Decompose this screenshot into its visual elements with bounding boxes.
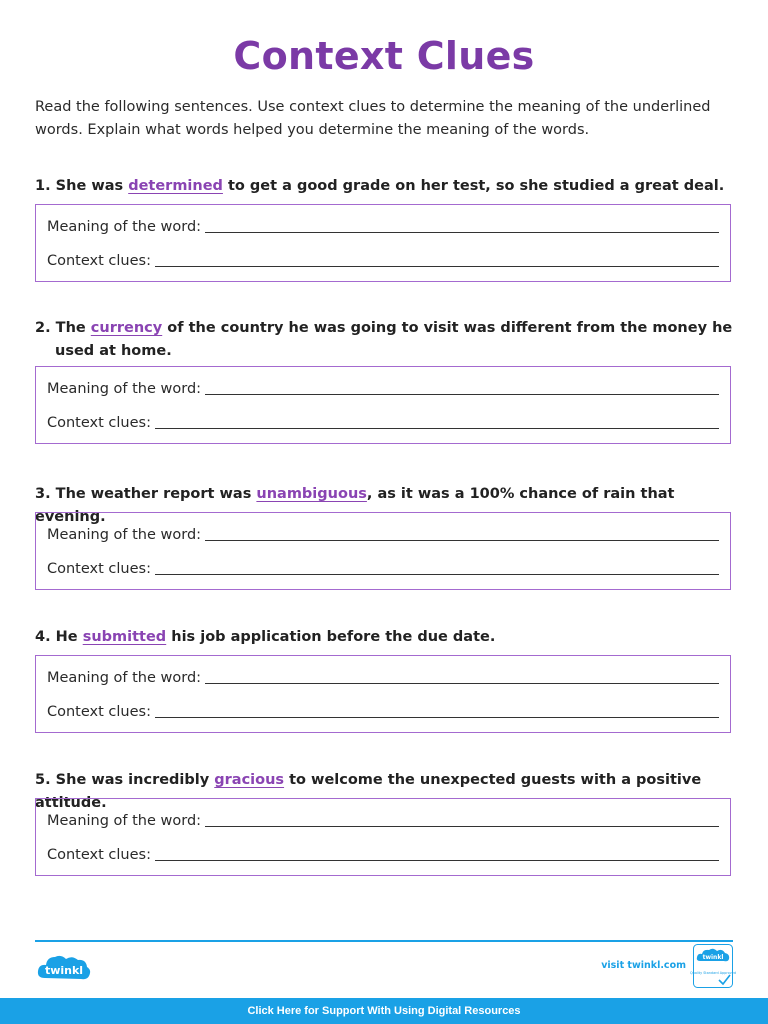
- clues-answer-line[interactable]: [155, 574, 719, 575]
- meaning-answer-line[interactable]: [205, 540, 719, 541]
- question-text-after: to welcome the unexpected guests with a positive attitude.: [35, 772, 702, 811]
- page-title: Context Clues: [233, 34, 535, 78]
- question-text-before: The: [55, 320, 91, 336]
- support-banner-link[interactable]: Click Here for Support With Using Digital Resources: [0, 998, 768, 1024]
- answer-box-1: [35, 204, 731, 282]
- question-text-continuation: used at home.: [55, 343, 172, 359]
- question-2: [35, 317, 735, 363]
- underlined-word: submitted: [82, 629, 167, 645]
- underlined-word: unambiguous: [256, 486, 367, 502]
- meaning-row: [47, 808, 719, 830]
- clues-row: [47, 699, 719, 721]
- question-4: [35, 626, 735, 649]
- logo-text: twinkl: [44, 964, 84, 977]
- question-text-before: He: [55, 629, 83, 645]
- meaning-label: Meaning of the word:: [47, 813, 202, 829]
- meaning-label: Meaning of the word:: [47, 527, 202, 543]
- question-text-after: , as it was a 100% chance of rain that evening.: [35, 486, 675, 525]
- meaning-answer-line[interactable]: [205, 683, 719, 684]
- clues-label: Context clues:: [47, 847, 151, 863]
- clues-answer-line[interactable]: [155, 428, 719, 429]
- answer-box-3: [35, 512, 731, 590]
- clues-row: [47, 410, 719, 432]
- badge-logo-text: twinkl: [702, 954, 724, 961]
- clues-answer-line[interactable]: [155, 717, 719, 718]
- clues-label: Context clues:: [47, 704, 151, 720]
- question-number: 5.: [35, 772, 51, 788]
- meaning-label: Meaning of the word:: [47, 381, 202, 397]
- footer-divider: [35, 940, 733, 942]
- underlined-word: determined: [128, 178, 223, 194]
- meaning-label: Meaning of the word:: [47, 219, 202, 235]
- clues-row: [47, 842, 719, 864]
- question-text-after: of the country he was going to visit was different from the money he: [162, 320, 733, 336]
- meaning-row: [47, 665, 719, 687]
- visit-link[interactable]: visit twinkl.com: [601, 960, 686, 971]
- meaning-row: [47, 214, 719, 236]
- question-number: 4.: [35, 629, 51, 645]
- question-number: 2.: [35, 320, 51, 336]
- underlined-word: gracious: [214, 772, 285, 788]
- answer-box-2: [35, 366, 731, 444]
- clues-row: [47, 248, 719, 270]
- question-text-before: She was incredibly: [55, 772, 215, 788]
- answer-box-5: [35, 798, 731, 876]
- question-number: 3.: [35, 486, 51, 502]
- clues-answer-line[interactable]: [155, 860, 719, 861]
- clues-label: Context clues:: [47, 561, 151, 577]
- question-text-before: She was: [55, 178, 129, 194]
- meaning-answer-line[interactable]: [205, 826, 719, 827]
- question-text-after: his job application before the due date.: [166, 629, 496, 645]
- instructions-text: Read the following sentences. Use context clues to determine the meaning of the underlined words. Explain what words helped you determine the meaning of the words.: [35, 99, 711, 138]
- meaning-answer-line[interactable]: [205, 232, 719, 233]
- twinkl-logo[interactable]: [35, 948, 93, 988]
- question-number: 1.: [35, 178, 51, 194]
- clues-label: Context clues:: [47, 415, 151, 431]
- meaning-label: Meaning of the word:: [47, 670, 202, 686]
- quality-badge: [690, 944, 736, 988]
- question-text-before: The weather report was: [55, 486, 257, 502]
- meaning-row: [47, 376, 719, 398]
- badge-caption: Quality Standard Approved: [690, 971, 736, 975]
- question-text-after: to get a good grade on her test, so she studied a great deal.: [222, 178, 725, 194]
- clues-row: [47, 556, 719, 578]
- answer-box-4: [35, 655, 731, 733]
- question-1: [35, 175, 735, 198]
- clues-label: Context clues:: [47, 253, 151, 269]
- clues-answer-line[interactable]: [155, 266, 719, 267]
- meaning-row: [47, 522, 719, 544]
- meaning-answer-line[interactable]: [205, 394, 719, 395]
- underlined-word: currency: [90, 320, 163, 336]
